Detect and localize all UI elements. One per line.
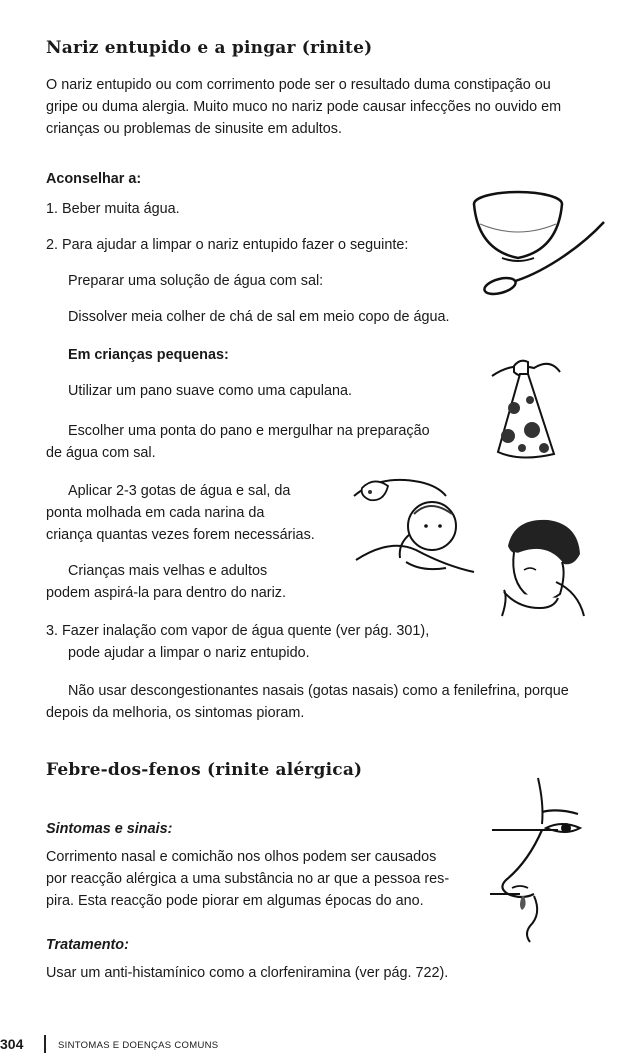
advise-heading: Aconselhar a: bbox=[46, 171, 142, 187]
dissolve-text: Dissolver meia colher de chá de sal em meio copo de água. bbox=[68, 309, 450, 325]
drops-line-3: criança quantas vezes forem necessárias. bbox=[46, 527, 315, 543]
footer-section-name: SINTOMAS E DOENÇAS COMUNS bbox=[58, 1040, 219, 1051]
symptoms-heading: Sintomas e sinais: bbox=[46, 821, 173, 837]
face-profile-nose-illustration bbox=[486, 774, 596, 944]
drops-line-1: Aplicar 2-3 gotas de água e sal, da bbox=[68, 483, 291, 499]
adult-sniffing-illustration bbox=[494, 512, 586, 624]
symptoms-line-1: Corrimento nasal e comichão nos olhos podem ser causados bbox=[46, 849, 437, 865]
bowl-and-spoon-illustration bbox=[460, 178, 610, 303]
treatment-text: Usar um anti-histamínico como a clorfeniramina (ver pág. 722). bbox=[46, 965, 449, 981]
section-title-rinite: Nariz entupido e a pingar (rinite) bbox=[46, 38, 373, 58]
warning-line-2: depois da melhoria, os sintomas pioram. bbox=[46, 705, 305, 721]
intro-line-1: O nariz entupido ou com corrimento pode ser o resultado duma constipação ou bbox=[46, 77, 551, 93]
dip-line-2: de água com sal. bbox=[46, 445, 156, 461]
warning-line-1: Não usar descongestionantes nasais (gotas nasais) como a fenilefrina, porque bbox=[68, 683, 569, 699]
advice-item-3-line-2: pode ajudar a limpar o nariz entupido. bbox=[68, 645, 310, 661]
child-nose-drops-illustration bbox=[350, 468, 480, 576]
dip-line-1: Escolher uma ponta do pano e mergulhar na preparação bbox=[68, 423, 430, 439]
treatment-heading: Tratamento: bbox=[46, 937, 129, 953]
symptoms-line-3: pira. Esta reacção pode piorar em algumas épocas do ano. bbox=[46, 893, 424, 909]
older-line-1: Crianças mais velhas e adultos bbox=[68, 563, 268, 579]
advice-item-2: 2. Para ajudar a limpar o nariz entupido fazer o seguinte: bbox=[46, 237, 409, 253]
cloth-capulana-illustration bbox=[484, 352, 564, 464]
page-number: 304 bbox=[0, 1036, 24, 1052]
intro-line-2: gripe ou duma alergia. Muito muco no nariz pode causar infecções no ouvido em bbox=[46, 99, 562, 115]
cloth-text: Utilizar um pano suave como uma capulana. bbox=[68, 383, 352, 399]
children-heading: Em crianças pequenas: bbox=[68, 347, 229, 363]
drops-line-2: ponta molhada em cada narina da bbox=[46, 505, 265, 521]
symptoms-line-2: por reacção alérgica a uma substância no ar que a pessoa res- bbox=[46, 871, 450, 887]
advice-item-1: 1. Beber muita água. bbox=[46, 201, 180, 217]
section-title-febre-dos-fenos: Febre-dos-fenos (rinite alérgica) bbox=[46, 760, 363, 780]
intro-line-3: crianças ou problemas de sinusite em adultos. bbox=[46, 121, 342, 137]
prepare-text: Preparar uma solução de água com sal: bbox=[68, 273, 324, 289]
advice-item-3-line-1: 3. Fazer inalação com vapor de água quente (ver pág. 301), bbox=[46, 623, 430, 639]
older-line-2: podem aspirá-la para dentro do nariz. bbox=[46, 585, 286, 601]
footer-divider bbox=[44, 1035, 46, 1053]
